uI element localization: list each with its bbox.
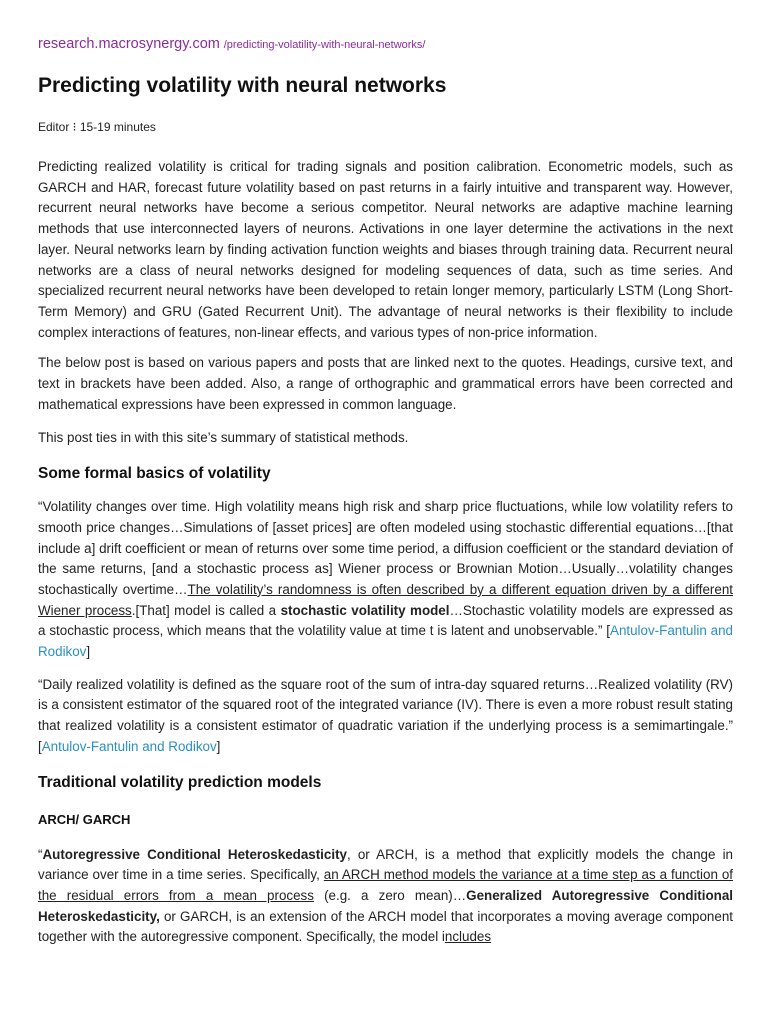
url-path[interactable]: /predicting-volatility-with-neural-networks/	[223, 39, 426, 51]
quote2-text-b: ]	[216, 738, 221, 754]
citation-link[interactable]: Antulov-Fantulin and Rodikov	[38, 623, 734, 660]
intro-paragraph-1: Predicting realized volatility is critical for trading signals and position calibration. Econometric models, such as GARCH and HAR, forecast future volatility based on past returns in a fairly intuitive and transparent way. However, recurrent neural networks have become a serious competitor. Neural networks are adaptive machine learning methods that use interconnected layers of neurons. Activations in one layer determine the activations in the next layer. Neural networks learn by finding activation function weights and biases through training data. Recurrent neural networks are a class of neural networks designed for modeling sequences of data, such as time series. And specialized recurrent neural networks have been developed to retain longer memory, particularly LSTM (Long Short-Term Memory) and GRU (Gated Recurrent Unit). The advantage of neural networks is their flexibility to include complex interactions of features, non-linear effects, and various types of non-price information.	[38, 159, 733, 340]
section-heading-traditional-models: Traditional volatility prediction models	[38, 773, 322, 791]
quote3-text-c: (e.g. a zero mean)…	[313, 887, 467, 903]
quote3-underlined-end: ncludes	[444, 929, 492, 945]
article-title: Predicting volatility with neural networks	[38, 74, 447, 97]
quote3-text-a: “	[38, 846, 43, 862]
quote-paragraph-2	[38, 675, 733, 758]
quote3-bold-garch: Generalized Autoregressive Conditional Heteroskedasticity,	[38, 887, 733, 924]
quote1-underlined-text: The volatility’s randomness is often described by a different equation driven by a different Wiener process	[38, 581, 733, 618]
quote3-underlined-text: an ARCH method models the variance at a time step as a function of the residual errors from a mean process	[38, 867, 733, 903]
quote3-text-d: or GARCH, is an extension of the ARCH model that incorporates a moving average component together with the autoregressive component. Specifically, the model i	[38, 908, 733, 945]
quote2-text-a: “Daily realized volatility is defined as the square root of the sum of intra-day squared returns…Realized volatility (RV) is a consistent estimator of the squared root of the integrated variance (IV). There is even a more robust result stating that realized volatility is a consistent estimator of quadratic variation if the underlying process is a semimartingale.” [	[38, 676, 733, 754]
quote-paragraph-1	[38, 497, 733, 663]
intro-paragraph-2: The below post is based on various papers and posts that are linked next to the quotes. Headings, cursive text, and text in brackets have been added. Also, a range of orthographic and grammatical errors have been corrected and mathematical expressions have been expressed in common language.	[38, 355, 733, 412]
editor-reading-time: Editor ⁝ 15-19 minutes	[38, 120, 156, 134]
url-domain[interactable]: research.macrosynergy.com	[38, 36, 220, 52]
quote1-text-d: ]	[86, 644, 91, 660]
section-heading-basics: Some formal basics of volatility	[38, 465, 271, 483]
quote1-text-a: “Volatility changes over time. High volatility means high risk and sharp price fluctuations, while low volatility refers to smooth price changes…Simulations of [asset prices] are often modeled using stochastic differential equations…[that include a] drift coefficient or mean of returns over some time period, a diffusion coefficient or the standard deviation of the same returns, [and a stochastic process as] Wiener process or Brownian Motion…Usually…volatility changes stochastically overtime…	[38, 499, 733, 597]
quote1-text-c: …Stochastic volatility models are expressed as a stochastic process, which means that the volatility value at time t is latent and unobservable.” [	[38, 602, 733, 639]
quote1-bold-term: stochastic volatility model	[280, 602, 450, 618]
subheading-arch-garch: ARCH/ GARCH	[38, 811, 131, 827]
article-body	[38, 157, 733, 948]
quote1-text-b: .[That] model is called a	[131, 602, 281, 618]
citation-link[interactable]: Antulov-Fantulin and Rodikov	[41, 738, 217, 754]
intro-paragraph-3: This post ties in with this site’s summary of statistical methods.	[38, 430, 409, 446]
quote3-bold-arch: Autoregressive Conditional Heteroskedasticity	[42, 846, 347, 862]
quote-paragraph-3	[38, 845, 733, 949]
quote3-text-b: , or ARCH, is a method that explicitly models the change in variance over time in a time series. Specifically,	[38, 846, 734, 883]
source-url[interactable]	[38, 35, 426, 52]
